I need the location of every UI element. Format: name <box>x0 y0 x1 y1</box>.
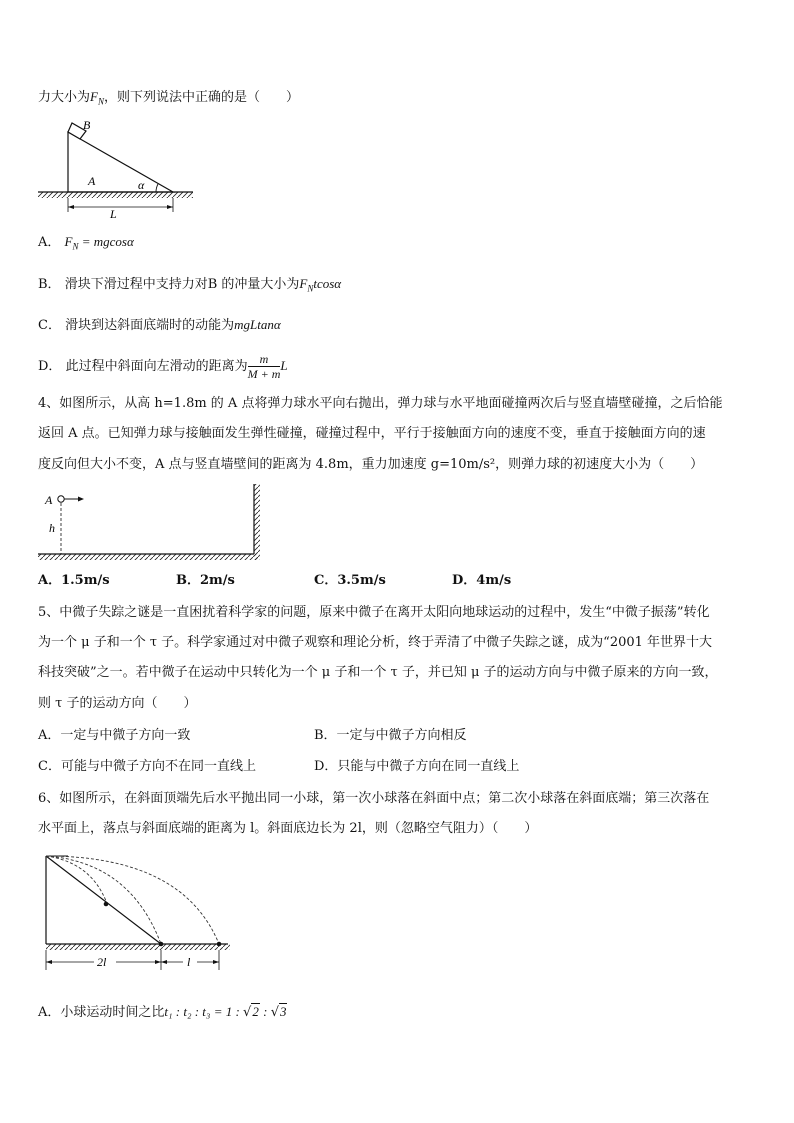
q6-arrow-d <box>213 960 219 964</box>
q3-option-c-expr: mgLtanα <box>234 317 281 332</box>
q3-option-d-num: m <box>248 352 281 367</box>
q6-trajectory-3 <box>46 856 219 944</box>
q3-dim-arrow-left <box>68 205 74 209</box>
q3-stem-tail <box>38 88 299 111</box>
q3-option-c-text: 滑块到达斜面底端时的动能为 <box>65 318 235 333</box>
q4-label-h: h <box>49 521 55 535</box>
q6-arrow-c <box>161 960 167 964</box>
q4-ground-hatch <box>38 554 258 560</box>
q6-option-a[interactable]: A．小球运动时间之比t₁ : t₂ : t₃ = 1 : √2 : √3 <box>38 1004 287 1020</box>
q3-option-b-sub: N <box>307 283 314 294</box>
q4-option-c[interactable]: C．3.5m/s <box>314 573 386 588</box>
q5-stem-line3: 科技突破”之一。若中微子在运动中只转化为一个 μ 子和一个 τ 子，并已知 μ 子的运动方向与中微子原来的方向一致， <box>38 665 718 680</box>
q3-option-b-label: B． <box>38 277 61 292</box>
q5-option-a[interactable]: A．一定与中微子方向一致 <box>38 728 191 743</box>
q3-angle-arc <box>156 184 158 192</box>
q3-option-d-label: D． <box>38 359 62 374</box>
q3-option-d-den: M + m <box>247 367 281 381</box>
q3-option-d-fraction <box>248 352 281 381</box>
q3-stem-text: 力大小为 <box>38 90 91 105</box>
q3-incline-figure <box>38 112 198 222</box>
q4-wall-hatch <box>254 484 260 560</box>
q3-stem-after: ，则下列说法中正确的是（ ） <box>103 90 299 105</box>
q5-stem-line2: 为一个 μ 子和一个 τ 子。科学家通过对中微子观察和理论分析，终于弄清了中微子失踪之谜，成为“2001 年世界十大 <box>38 635 713 650</box>
q4-option-b[interactable]: B．2m/s <box>176 573 235 588</box>
q4-stem-line3: 度反向但大小不变，A 点与竖直墙壁间的距离为 4.8m，重力加速度 g=10m/s²，则弹力球的初速度大小为（ ） <box>38 457 704 472</box>
q6-stem-line2: 水平面上，落点与斜面底端的距离为 l。斜面底边长为 2l，则（忽略空气阻力）（ ） <box>38 821 538 836</box>
q3-option-b-text: 滑块下滑过程中支持力对B 的冲量大小为 <box>64 277 300 292</box>
q3-option-a-expr: = mgcosα <box>78 234 134 249</box>
q3-label-b: B <box>83 118 91 132</box>
q3-wedge <box>68 132 173 192</box>
q3-option-c[interactable] <box>38 316 281 335</box>
q6-option-a-sqrt3: 3 <box>279 1004 287 1019</box>
q6-option-a-expr: t₁ : t₂ : t₃ = 1 : <box>164 1004 244 1019</box>
q3-option-a-f: F <box>64 234 73 249</box>
q3-label-l: L <box>110 207 117 221</box>
q6-incline-slope <box>46 856 161 944</box>
q3-option-c-label: C． <box>38 318 61 333</box>
q6-arrow-b <box>155 960 161 964</box>
q3-dim-arrow-right <box>167 205 173 209</box>
q3-option-b-f: F <box>299 276 308 291</box>
q6-landing-point-1 <box>104 902 109 907</box>
q3-fn-symbol: F <box>90 89 98 104</box>
q3-option-b-expr: tcosα <box>313 276 342 291</box>
q5-stem-line1: 5、中微子失踪之谜是一直困扰着科学家的问题，原来中微子在离开太阳向地球运动的过程中，发生“中微子振荡”转化 <box>38 605 710 620</box>
q5-option-d[interactable]: D．只能与中微子方向在同一直线上 <box>314 759 520 774</box>
q3-option-d[interactable] <box>38 352 288 381</box>
q5-option-c[interactable]: C．可能与中微子方向不在同一直线上 <box>38 759 256 774</box>
q4-option-d[interactable]: D．4m/s <box>452 573 512 588</box>
q4-label-a: A <box>45 493 53 507</box>
q3-option-a[interactable] <box>38 233 134 256</box>
q5-stem-line4: 则 τ 子的运动方向（ ） <box>38 696 197 711</box>
q3-option-a-label: A． <box>38 235 61 250</box>
q6-option-a-sep: : <box>259 1004 271 1019</box>
q3-fn-sub: N <box>97 96 104 107</box>
q3-option-b[interactable] <box>38 275 341 298</box>
q3-ground-hatch <box>38 192 193 198</box>
q6-label-l: l <box>187 955 191 969</box>
q4-option-a[interactable]: A．1.5m/s <box>38 573 110 588</box>
q3-option-d-text: 此过程中斜面向左滑动的距离为 <box>65 359 248 374</box>
q6-landing-point-3 <box>217 942 222 947</box>
q3-label-a: A <box>88 174 96 188</box>
q3-option-d-after: L <box>280 358 288 373</box>
q6-stem-line1: 6、如图所示，在斜面顶端先后水平抛出同一小球，第一次小球落在斜面中点；第二次小球落在斜面底端；第三次落在 <box>38 791 710 806</box>
q6-landing-point-2 <box>159 942 164 947</box>
q4-figure <box>38 482 268 564</box>
q4-stem-line2: 返回 A 点。已知弹力球与接触面发生弹性碰撞，碰撞过程中，平行于接触面方向的速度不变，垂直于接触面方向的速 <box>38 426 706 441</box>
q4-velocity-arrowhead <box>78 497 84 502</box>
q6-ground-hatch <box>46 944 230 950</box>
q3-label-alpha: α <box>138 178 145 192</box>
q4-ball <box>58 496 64 502</box>
q4-stem-line1: 4、如图所示，从高 h=1.8m 的 A 点将弹力球水平向右抛出，弹力球与水平地面碰撞两次后与竖直墙壁碰撞，之后恰能 <box>38 396 723 411</box>
q6-option-a-text: A．小球运动时间之比 <box>38 1005 165 1020</box>
q6-figure <box>38 852 238 974</box>
q6-option-a-sqrt2: 2 <box>252 1004 259 1019</box>
q5-option-b[interactable]: B．一定与中微子方向相反 <box>314 728 467 743</box>
q6-label-2l: 2l <box>97 955 107 969</box>
q3-option-a-sub: N <box>72 241 79 252</box>
q6-arrow-a <box>46 960 52 964</box>
